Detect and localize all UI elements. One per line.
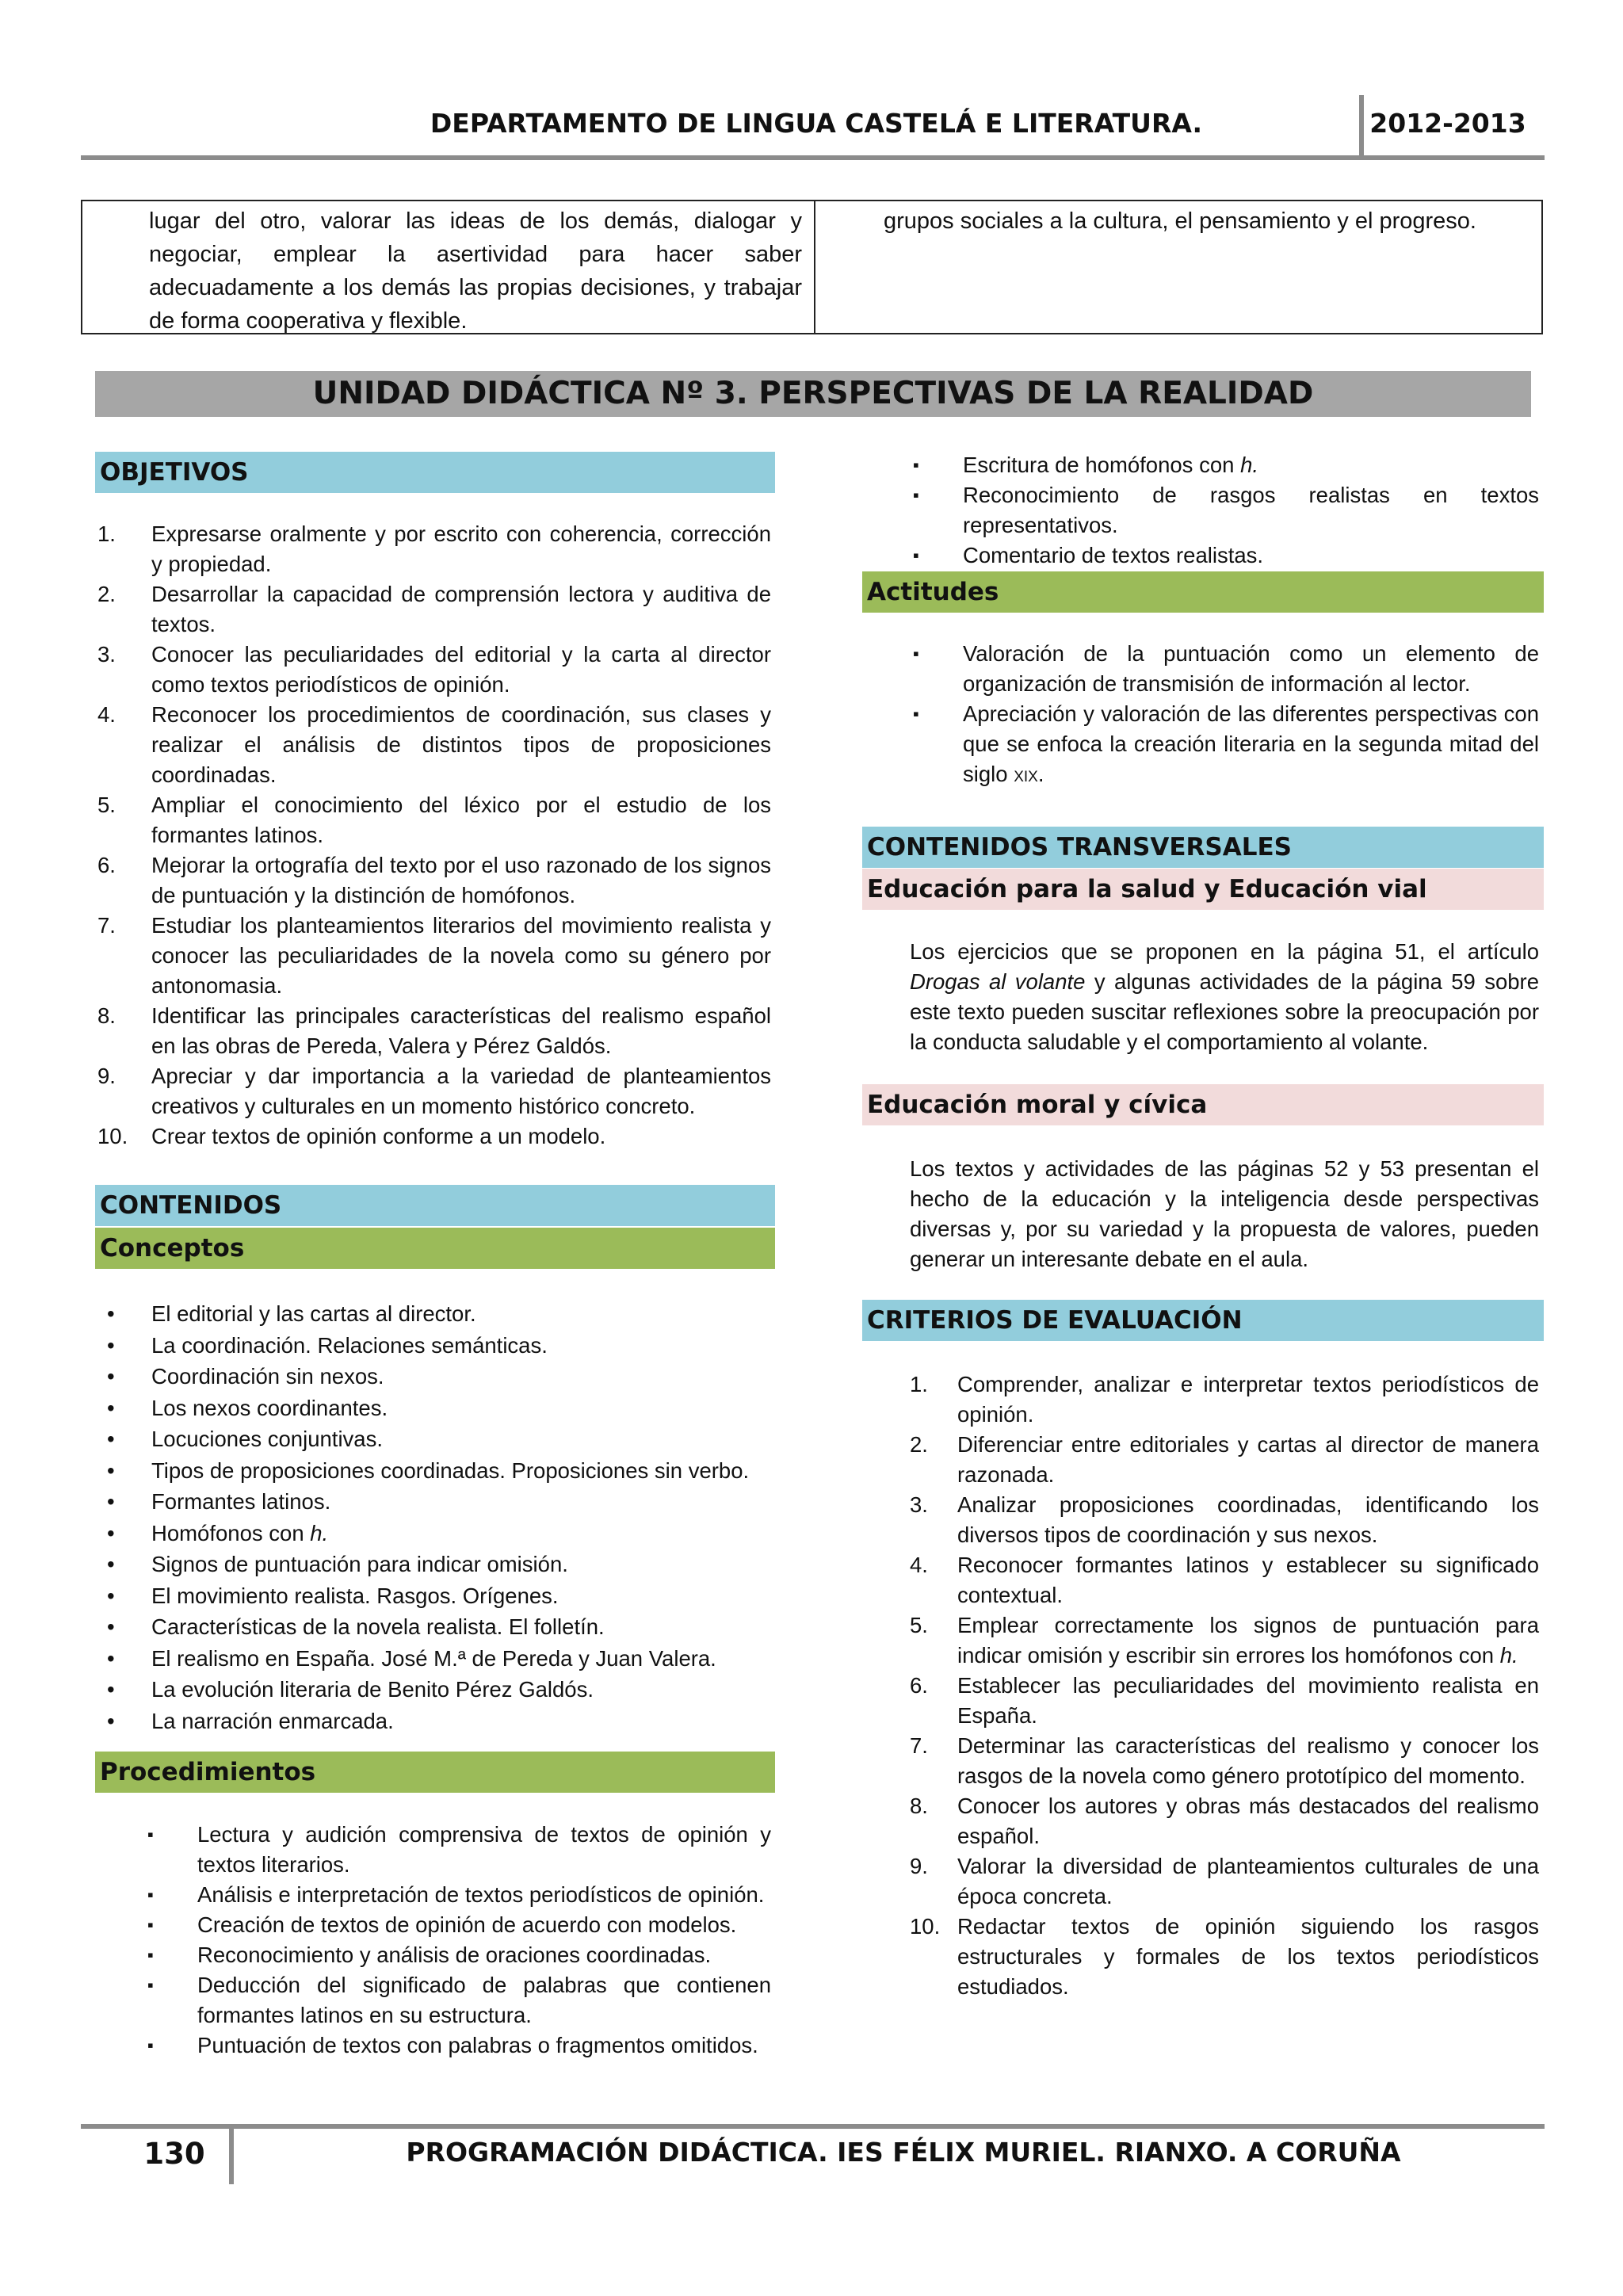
page-number: 130	[143, 2137, 205, 2171]
actitudes-heading: Actitudes	[862, 571, 1544, 613]
list-item: ▪ Análisis e interpretación de textos periodísticos de opinión.	[147, 1882, 765, 1907]
transversales-heading: CONTENIDOS TRANSVERSALES	[862, 827, 1544, 868]
procedimientos-list	[147, 1820, 771, 2061]
list-item: 10. Crear textos de opinión conforme a un modelo.	[97, 1124, 606, 1148]
list-item: • Formantes latinos.	[107, 1489, 331, 1514]
continuation-table	[81, 200, 1543, 334]
footer-rule	[81, 2124, 1545, 2129]
list-item: 1. Expresarse oralmente y por escrito con coherencia, corrección y propiedad.	[97, 521, 771, 576]
list-item: 4. Reconocer los procedimientos de coordinación, sus clases y realizar el análisis de distintos tipos de proposiciones coordinadas.	[97, 702, 771, 787]
list-item: 8. Identificar las principales características del realismo español en las obras de Pereda, Valera y Pérez Galdós.	[97, 1003, 771, 1058]
list-item: • Locuciones conjuntivas.	[107, 1427, 383, 1451]
list-item: ▪ Escritura de homófonos con h.	[913, 453, 1258, 477]
list-item: 3. Conocer las peculiaridades del editorial y la carta al director como textos periodísticos de opinión.	[97, 642, 771, 697]
list-item: ▪ Valoración de la puntuación como un elemento de organización de transmisión de información al lector.	[913, 641, 1539, 696]
list-item: • La narración enmarcada.	[107, 1708, 394, 1733]
moral-heading: Educación moral y cívica	[862, 1084, 1544, 1125]
contenidos-heading: CONTENIDOS	[95, 1185, 775, 1226]
list-item: • La evolución literaria de Benito Pérez Galdós.	[107, 1677, 594, 1702]
list-item: 8. Conocer los autores y obras más destacados del realismo español.	[910, 1794, 1539, 1848]
list-item: 1. Comprender, analizar e interpretar textos periodísticos de opinión.	[910, 1372, 1539, 1427]
header-rule	[81, 155, 1545, 160]
list-item: 10. Redactar textos de opinión siguiendo los rasgos estructurales y formales de los textos periodísticos estudiados.	[910, 1914, 1539, 1999]
list-item: 9. Valorar la diversidad de planteamientos culturales de una época concreta.	[910, 1854, 1539, 1908]
salud-heading: Educación para la salud y Educación vial	[862, 869, 1544, 910]
list-item: 2. Diferenciar entre editoriales y cartas al director de manera razonada.	[910, 1432, 1539, 1487]
list-item: ▪ Lectura y audición comprensiva de textos de opinión y textos literarios.	[147, 1822, 771, 1877]
list-item: • Tipos de proposiciones coordinadas. Proposiciones sin verbo.	[107, 1457, 750, 1483]
list-item: • La coordinación. Relaciones semánticas.	[107, 1332, 548, 1358]
list-item: 7. Estudiar los planteamientos literarios del movimiento realista y conocer las peculiaridades de la novela como su género por antonomasia.	[97, 913, 771, 998]
list-item: 5. Ampliar el conocimiento del léxico por el estudio de los formantes latinos.	[97, 793, 771, 847]
list-item: ▪ Reconocimiento y análisis de oraciones coordinadas.	[147, 1943, 712, 1967]
footer-text: PROGRAMACIÓN DIDÁCTICA. IES FÉLIX MURIEL. RIANXO. A CORUÑA	[406, 2137, 1401, 2168]
conceptos-heading: Conceptos	[95, 1228, 775, 1269]
list-item: • Los nexos coordinantes.	[107, 1395, 388, 1420]
list-item: 7. Determinar las características del realismo y conocer los rasgos de la novela como género prototípico del momento.	[910, 1733, 1539, 1788]
moral-paragraph: Los textos y actividades de las páginas 52 y 53 presentan el hecho de la educación y la inteligencia desde perspectivas diversas y, por su variedad y la propuesta de valores, pueden generar un interesante debate en el aula.	[910, 1156, 1539, 1271]
list-item: 5. Emplear correctamente los signos de puntuación para indicar omisión y escribir sin errores los homófonos con h.	[910, 1613, 1539, 1668]
salud-paragraph: Los ejercicios que se proponen en la página 51, el artículo Drogas al volante y algunas actividades de la página 59 sobre este texto pueden suscitar reflexiones sobre la preocupación por la conducta saludable y el comportamiento al volante.	[910, 939, 1540, 1054]
table-divider	[814, 201, 815, 333]
list-item: ▪ Deducción del significado de palabras que contienen formantes latinos en su estructura.	[147, 1973, 771, 2027]
list-item: 6. Establecer las peculiaridades del movimiento realista en España.	[910, 1673, 1539, 1728]
list-item: • Homófonos con h.	[107, 1520, 329, 1545]
list-item: ▪ Reconocimiento de rasgos realistas en textos representativos.	[913, 483, 1539, 537]
table-cell-right: grupos sociales a la cultura, el pensamiento y el progreso.	[884, 208, 1476, 234]
list-item: 9. Apreciar y dar importancia a la variedad de planteamientos creativos y culturales en un momento histórico concreto.	[97, 1064, 771, 1118]
list-item: • Signos de puntuación para indicar omisión.	[107, 1552, 568, 1576]
objetivos-heading: OBJETIVOS	[95, 452, 775, 493]
actitudes-list	[913, 639, 1539, 793]
list-item: • El movimiento realista. Rasgos. Orígenes.	[107, 1583, 559, 1608]
list-item: • El editorial y las cartas al director.	[107, 1301, 476, 1326]
list-item: • Coordinación sin nexos.	[107, 1364, 384, 1389]
list-item: • El realismo en España. José M.ª de Pereda y Juan Valera.	[107, 1645, 716, 1671]
header-year: 2012-2013	[1369, 108, 1526, 139]
procedimientos-heading: Procedimientos	[95, 1752, 775, 1793]
criterios-list	[910, 1370, 1539, 2002]
list-item: ▪ Comentario de textos realistas.	[913, 543, 1264, 567]
list-item: 6. Mejorar la ortografía del texto por el uso razonado de los signos de puntuación y la distinción de homófonos.	[97, 853, 771, 907]
criterios-heading: CRITERIOS DE EVALUACIÓN	[862, 1300, 1544, 1341]
header-title: DEPARTAMENTO DE LINGUA CASTELÁ E LITERATURA.	[430, 108, 1203, 139]
conceptos-list	[97, 1298, 771, 1736]
objetivos-list	[97, 519, 771, 1152]
list-item: 3. Analizar proposiciones coordinadas, identificando los diversos tipos de coordinación y sus nexos.	[910, 1492, 1539, 1547]
list-item: 2. Desarrollar la capacidad de comprensión lectora y auditiva de textos.	[97, 582, 771, 636]
list-item: • Características de la novela realista. El folletín.	[107, 1614, 605, 1639]
list-item: 4. Reconocer formantes latinos y establecer su significado contextual.	[910, 1553, 1539, 1607]
list-item: ▪ Creación de textos de opinión de acuerdo con modelos.	[147, 1912, 737, 1937]
unit-title: UNIDAD DIDÁCTICA Nº 3. PERSPECTIVAS DE LA REALIDAD	[95, 371, 1531, 417]
list-item: ▪ Puntuación de textos con palabras o fragmentos omitidos.	[147, 2033, 758, 2057]
table-cell-left: lugar del otro, valorar las ideas de los demás, dialogar y negociar, emplear la asertividad para hacer saber adecuadamente a los demás las propias decisiones, y trabajar de forma cooperativa y flexible.	[149, 208, 802, 334]
list-item: ▪ Apreciación y valoración de las diferentes perspectivas con que se enfoca la creación literaria en la segunda mitad del siglo XIX.	[913, 701, 1539, 786]
procedimientos-cont-list	[913, 450, 1539, 571]
